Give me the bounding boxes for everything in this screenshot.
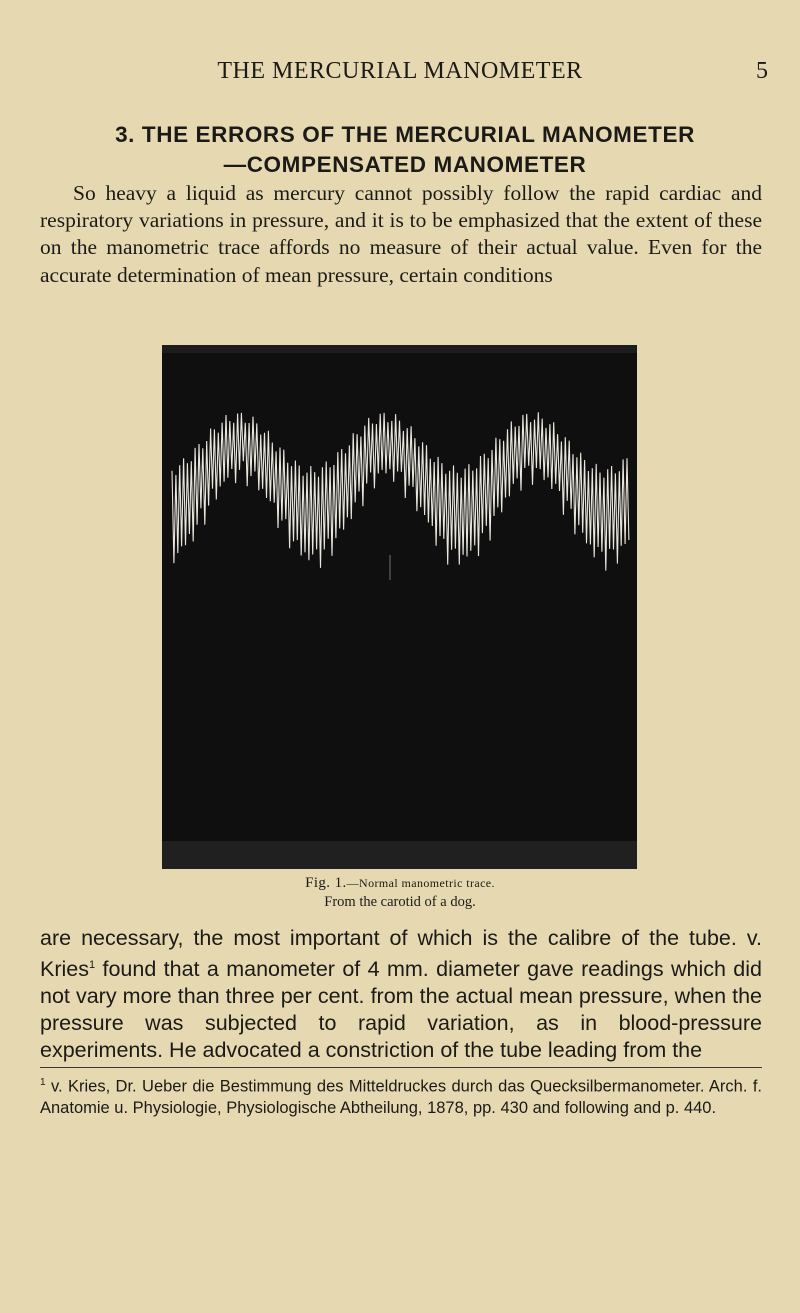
footnote bbox=[40, 1072, 762, 1120]
figure-caption-title bbox=[150, 875, 650, 892]
footnote-divider bbox=[40, 1067, 762, 1068]
running-title: THE MERCURIAL MANOMETER bbox=[217, 58, 583, 84]
figure-caption bbox=[150, 875, 650, 911]
trace-image bbox=[162, 345, 637, 869]
paragraph-1 bbox=[40, 180, 762, 289]
figure-label: Fig. 1. bbox=[305, 875, 347, 891]
page-number: 5 bbox=[756, 58, 768, 84]
section-title-line-1: 3. THE ERRORS OF THE MERCURIAL MANOMETER bbox=[115, 122, 695, 147]
figure-title: —Normal manometric trace. bbox=[346, 876, 495, 890]
figure-top-band bbox=[162, 345, 637, 353]
paragraph-2 bbox=[40, 925, 762, 1064]
paragraph-2-after: found that a manometer of 4 mm. diameter gave readings which did not vary more than three per cent. from the actual mean pressure, when the pressure was subjected to rapid variation, as in blood-pressure experiments. He advocated a constriction of the tube leading from the bbox=[40, 957, 762, 1063]
paragraph-2-text bbox=[40, 925, 762, 1064]
section-title-line-2: —COMPENSATED MANOMETER bbox=[223, 152, 587, 177]
manometric-trace-figure bbox=[162, 345, 637, 869]
footnote-marker: 1 bbox=[40, 1077, 46, 1088]
footnote-reference: 1 bbox=[88, 959, 96, 971]
section-title bbox=[40, 120, 770, 180]
figure-caption-subtitle: From the carotid of a dog. bbox=[324, 894, 476, 910]
paragraph-1-text: So heavy a liquid as mercury cannot possibly follow the rapid cardiac and respiratory variations in pressure, and it is to be emphasized that the extent of these on the manometric trace affords no measure of their actual value. Even for the accurate determination of mean pressure, certain conditions bbox=[40, 181, 762, 287]
figure-bottom-band bbox=[162, 841, 637, 869]
footnote-text: v. Kries, Dr. Ueber die Bestimmung des Mitteldruckes durch das Quecksilbermanometer. Arch. f. Anatomie u. Physiologie, Physiologische Abtheilung, 1878, pp. 430 and following and p. 440. bbox=[40, 1077, 762, 1117]
paragraph-2-before: are necessary, the most important of which is the calibre of the tube. v. Kries bbox=[40, 926, 762, 982]
